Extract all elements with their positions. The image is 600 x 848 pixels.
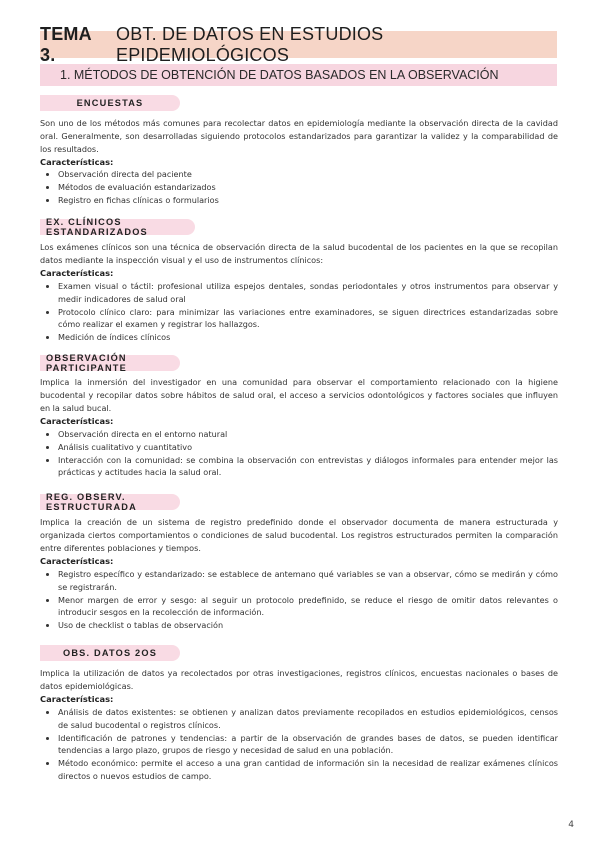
list-secundarios [40,706,558,783]
subheading-participante: OBSERVACIÓN PARTICIPANTE [40,355,180,371]
list-item: • Observación directa del paciente [58,168,558,181]
paragraph-examenes: Los exámenes clínicos son una técnica de observación directa de la salud bucodental de los pacientes en la que se recopilan datos mediante la inspección visual y el uso de instrumentos clínicos: [40,242,558,265]
list-item: • Análisis de datos existentes: se obtienen y analizan datos previamente recopilados en estudios epidemiológicos, censos de salud bucodental o registros clínicos. [58,706,558,732]
paragraph-encuestas: Son uno de los métodos más comunes para recolectar datos en epidemiología mediante la observación directa de la cavidad oral. Generalmente, son desarrolladas siguiendo protocolos estandarizados para garantizar la validez y la comparabilidad de los resultados. [40,118,558,154]
section-heading: 1. MÉTODOS DE OBTENCIÓN DE DATOS BASADOS EN LA OBSERVACIÓN [40,64,557,86]
list-item: • Interacción con la comunidad: se combina la observación con entrevistas y diálogos informales para entender mejor las prácticas y actitudes hacia la salud oral. [58,454,558,480]
list-item: • Observación directa en el entorno natural [58,428,558,441]
characteristics-label: Características: [40,694,114,704]
paragraph-participante: Implica la inmersión del investigador en una comunidad para observar el comportamiento relacionado con la higiene bucodental y recopilar datos sobre hábitos de salud oral, el acceso a servicios odontológicos y factores sociales que influyen en la salud bucal. [40,377,558,413]
list-item: • Identificación de patrones y tendencias: a partir de la observación de grandes bases de datos, se pueden identificar tendencias a largo plazo, grupos de riesgo y necesidad de salud en una población. [58,732,558,758]
list-item: • Registro en fichas clínicas o formularios [58,194,558,207]
paragraph-estructurada: Implica la creación de un sistema de registro predefinido donde el observador documenta de manera estructurada y organizada ciertos comportamientos o condiciones de salud bucodental. Los registros estructurados permiten la comparación entre diferentes poblaciones y tiempos. [40,517,558,553]
list-item: • Análisis cualitativo y cuantitativo [58,441,558,454]
list-item: • Registro específico y estandarizado: se establece de antemano qué variables se van a observar, cómo se medirán y cómo se registrarán. [58,568,558,594]
list-item: • Protocolo clínico claro: para minimizar las variaciones entre examinadores, se siguen directrices estandarizadas sobre cómo realizar el examen y registrar los hallazgos. [58,306,558,332]
subheading-secundarios: OBS. DATOS 2OS [40,645,180,661]
list-participante [40,428,558,479]
list-item: • Examen visual o táctil: profesional utiliza espejos dentales, sondas periodontales y otros instrumentos para observar y medir indicadores de salud oral [58,280,558,306]
characteristics-label: Características: [40,416,114,426]
list-item: • Uso de checklist o tablas de observación [58,619,558,632]
list-item: • Métodos de evaluación estandarizados [58,181,558,194]
subheading-estructurada: REG. OBSERV. ESTRUCTURADA [40,494,180,510]
page-title [40,23,557,65]
characteristics-label: Características: [40,556,114,566]
characteristics-label: Características: [40,157,114,167]
list-examenes [40,280,558,344]
title-number: TEMA 3. [40,23,92,65]
list-item: • Menor margen de error y sesgo: al seguir un protocolo predefinido, se reduce el riesgo de omitir datos relevantes o introducir sesgos en la recolección de información. [58,594,558,620]
characteristics-label: Características: [40,268,114,278]
paragraph-secundarios: Implica la utilización de datos ya recolectados por otras investigaciones, registros clínicos, encuestas nacionales o bases de datos epidemiológicas. [40,668,558,691]
list-estructurada [40,568,558,632]
subheading-examenes: EX. CLÍNICOS ESTANDARIZADOS [40,219,195,235]
page-number: 4 [568,820,574,830]
list-item: • Método económico: permite el acceso a una gran cantidad de información sin la necesidad de realizar exámenes clínicos directos o nuevos estudios de campo. [58,757,558,783]
subheading-encuestas: ENCUESTAS [40,95,180,111]
list-item: • Medición de índices clínicos [58,331,558,344]
title-text: OBT. DE DATOS EN ESTUDIOS EPIDEMIOLÓGICOS [116,23,384,65]
list-encuestas [40,168,558,206]
